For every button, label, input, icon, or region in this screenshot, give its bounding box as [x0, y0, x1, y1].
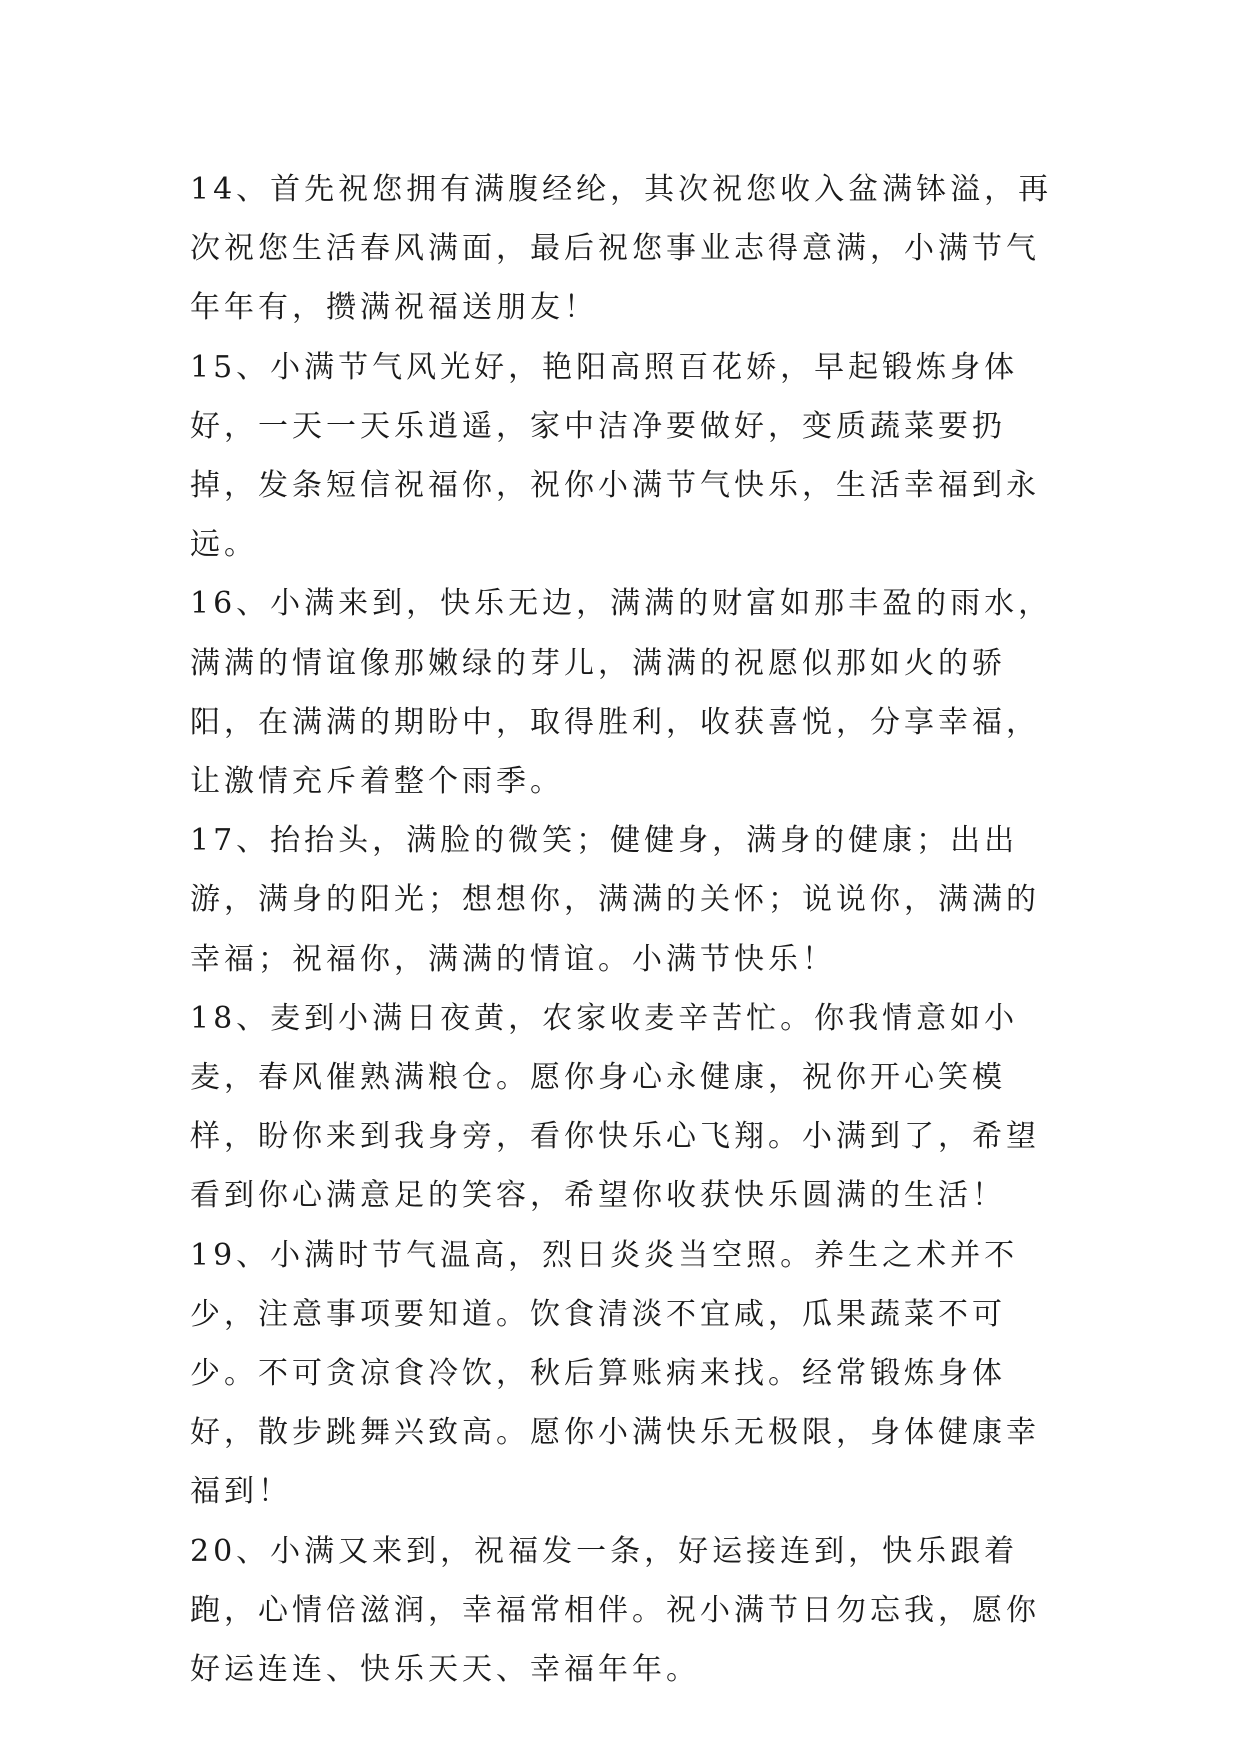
document-body	[190, 160, 1070, 1699]
paragraph-15: 15、小满节气风光好，艳阳高照百花娇，早起锻炼身体好，一天一天乐逍遥，家中洁净要做好，变质蔬菜要扔掉，发条短信祝福你，祝你小满节气快乐，生活幸福到永远。	[190, 349, 1040, 563]
paragraph-20: 20、小满又来到，祝福发一条，好运接连到，快乐跟着跑，心情倍滋润，幸福常相伴。祝小满节日勿忘我，愿你好运连连、快乐天天、幸福年年。	[190, 1533, 1040, 1688]
paragraph-16: 16、小满来到，快乐无边，满满的财富如那丰盈的雨水，满满的情谊像那嫩绿的芽儿，满满的祝愿似那如火的骄阳，在满满的期盼中，取得胜利，收获喜悦，分享幸福，让激情充斥着整个雨季。	[190, 586, 1053, 800]
paragraph-18: 18、麦到小满日夜黄，农家收麦辛苦忙。你我情意如小麦，春风催熟满粮仓。愿你身心永健康，祝你开心笑模样，盼你来到我身旁，看你快乐心飞翔。小满到了，希望看到你心满意足的笑容，希望你收获快乐圆满的生活！	[190, 1000, 1040, 1214]
paragraph-19: 19、小满时节气温高，烈日炎炎当空照。养生之术并不少，注意事项要知道。饮食清淡不宜咸，瓜果蔬菜不可少。不可贪凉食冷饮，秋后算账病来找。经常锻炼身体好，散步跳舞兴致高。愿你小满快乐无极限，身体健康幸福到！	[190, 1237, 1040, 1510]
paragraph-14: 14、首先祝您拥有满腹经纶，其次祝您收入盆满钵溢，再次祝您生活春风满面，最后祝您事业志得意满，小满节气年年有，攒满祝福送朋友！	[190, 172, 1053, 326]
paragraph-17: 17、抬抬头，满脸的微笑；健健身，满身的健康；出出游，满身的阳光；想想你，满满的关怀；说说你，满满的幸福；祝福你，满满的情谊。小满节快乐！	[190, 823, 1040, 977]
